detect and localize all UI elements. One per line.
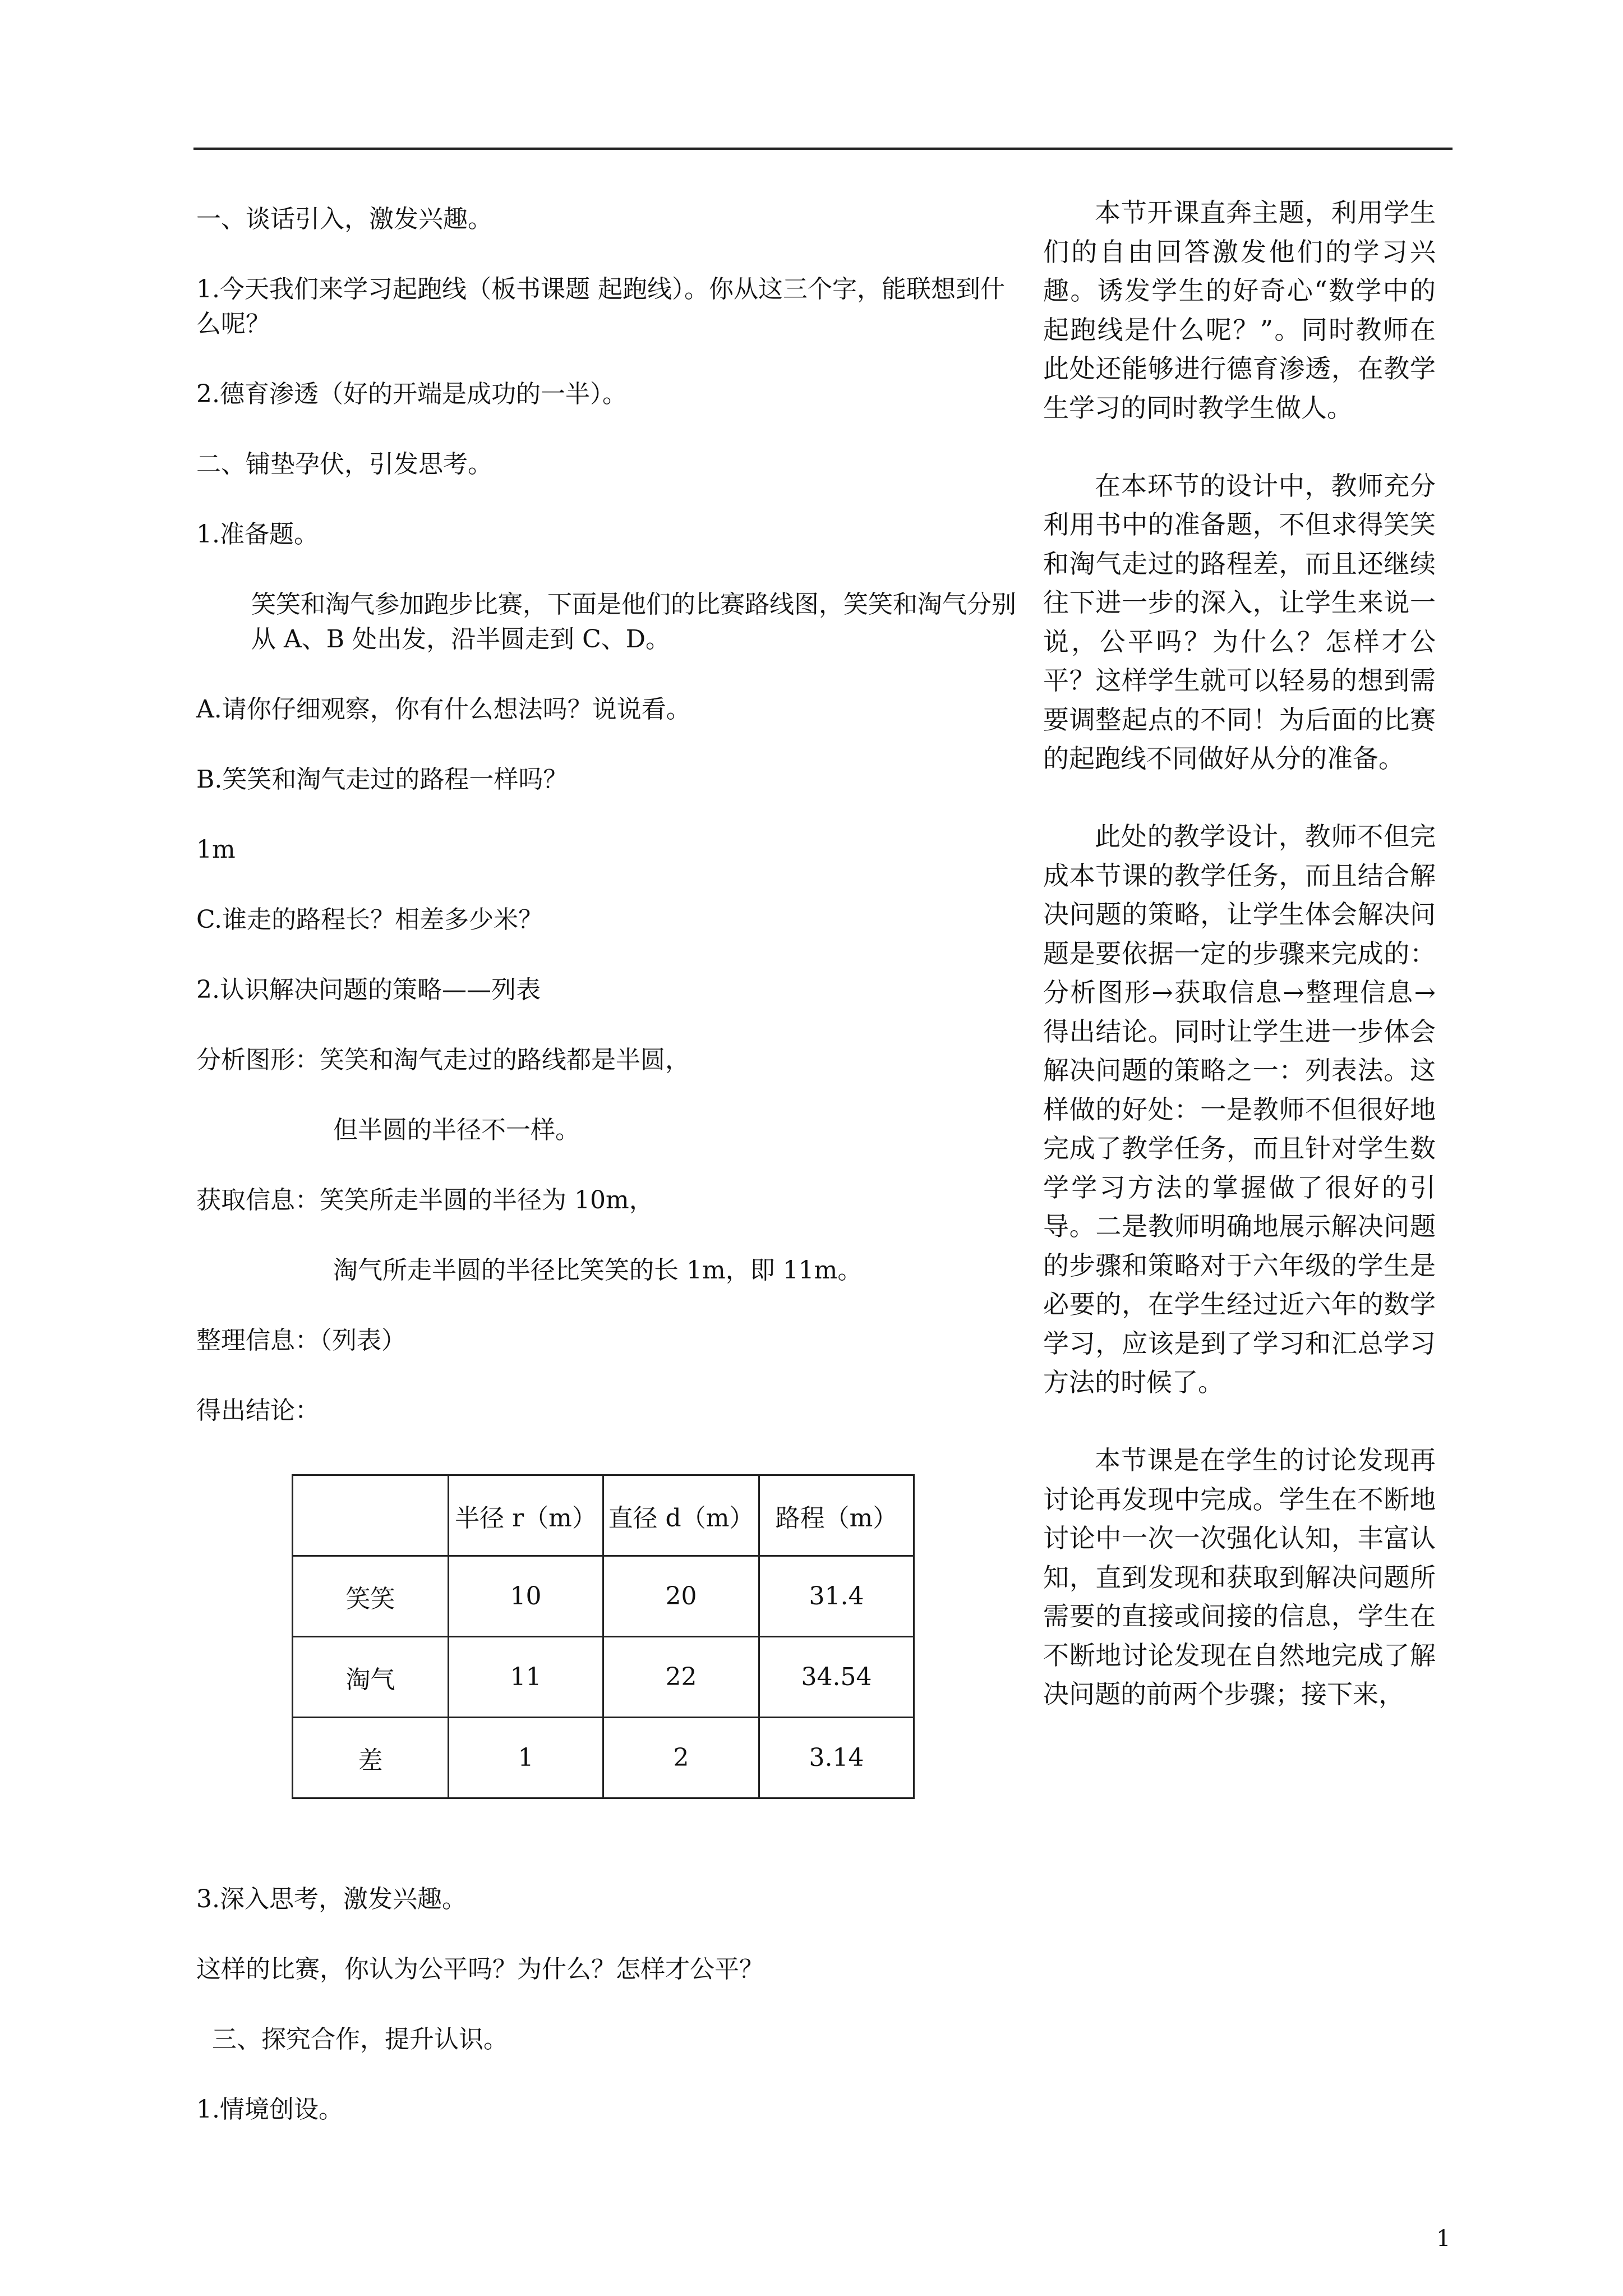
table-cell: 22 xyxy=(603,1637,759,1718)
table-row xyxy=(293,1718,914,1798)
section-heading-1: 一、谈话引入，激发兴趣。 xyxy=(196,205,492,233)
table-cell: 3.14 xyxy=(759,1718,914,1798)
header-rule xyxy=(193,148,1453,150)
page-number: 1 xyxy=(1436,2226,1451,2252)
table-header-row xyxy=(293,1475,914,1556)
main-paragraph: 1.今天我们来学习起跑线（板书课题 起跑线）。你从这三个字，能联想到什么呢？ xyxy=(196,275,1005,338)
results-table xyxy=(292,1474,915,1799)
main-paragraph: 1m xyxy=(196,835,236,864)
table-cell: 20 xyxy=(603,1556,759,1637)
main-paragraph: B.笑笑和淘气走过的路程一样吗？ xyxy=(196,765,568,794)
table-cell: 淘气 xyxy=(293,1637,449,1718)
table-cell: 1 xyxy=(449,1718,603,1798)
main-paragraph: 1.准备题。 xyxy=(196,520,319,549)
table-cell: 31.4 xyxy=(759,1556,914,1637)
table-header-cell: 路程（m） xyxy=(759,1475,914,1556)
main-paragraph: 得出结论： xyxy=(196,1396,320,1425)
table-cell: 10 xyxy=(449,1556,603,1637)
table-cell: 34.54 xyxy=(759,1637,914,1718)
table-header-cell: 半径 r（m） xyxy=(449,1475,603,1556)
main-paragraph: 3.深入思考，激发兴趣。 xyxy=(196,1885,467,1913)
table-cell: 2 xyxy=(603,1718,759,1798)
commentary-column xyxy=(1043,194,1436,1753)
section-heading-3: 三、探究合作，提升认识。 xyxy=(212,2025,508,2054)
main-paragraph: 2.德育渗透（好的开端是成功的一半）。 xyxy=(196,380,627,408)
main-paragraph: 淘气所走半圆的半径比笑笑的长 1m，即 11m。 xyxy=(333,1256,863,1285)
main-paragraph: 这样的比赛，你认为公平吗？为什么？怎样才公平？ xyxy=(196,1955,764,1984)
main-paragraph: 分析图形：笑笑和淘气走过的路线都是半圆， xyxy=(196,1046,690,1074)
commentary-paragraph: 本节开课直奔主题，利用学生们的自由回答激发他们的学习兴趣。诱发学生的好奇心“数学中的起跑线是什么呢？”。同时教师在此处还能够进行德育渗透，在教学生学习的同时教学生做人。 xyxy=(1043,197,1436,423)
table-cell: 11 xyxy=(449,1637,603,1718)
main-column-continued xyxy=(196,1882,1021,2162)
commentary-paragraph: 本节课是在学生的讨论发现再讨论再发现中完成。学生在不断地讨论中一次一次强化认知，丰富认知，直到发现和获取到解决问题所需要的直接或间接的信息，学生在不断地讨论发现在自然地完成了解决问题的前两个步骤；接下来， xyxy=(1043,1445,1436,1709)
main-paragraph: 但半圆的半径不一样。 xyxy=(333,1116,580,1144)
table-header-cell xyxy=(293,1475,449,1556)
main-paragraph: 笑笑和淘气参加跑步比赛，下面是他们的比赛路线图，笑笑和淘气分别从 A、B 处出发，沿半圆走到 C、D。 xyxy=(251,590,1016,654)
main-paragraph: C.谁走的路程长？相差多少米？ xyxy=(196,905,543,934)
table-cell: 笑笑 xyxy=(293,1556,449,1637)
table-row xyxy=(293,1637,914,1718)
table-row xyxy=(293,1556,914,1637)
main-column xyxy=(196,202,1021,1464)
main-paragraph: 整理信息：（列表） xyxy=(196,1326,406,1355)
main-paragraph: 2.认识解决问题的策略——列表 xyxy=(196,976,541,1004)
section-heading-2: 二、铺垫孕伏，引发思考。 xyxy=(196,450,492,478)
main-paragraph: 1.情境创设。 xyxy=(196,2095,343,2124)
commentary-paragraph: 在本环节的设计中，教师充分利用书中的准备题，不但求得笑笑和淘气走过的路程差，而且还继续往下进一步的深入，让学生来说一说，公平吗？为什么？怎样才公平？这样学生就可以轻易的想到需要调整起点的不同！为后面的比赛的起跑线不同做好从分的准备。 xyxy=(1043,470,1436,774)
main-paragraph: 获取信息：笑笑所走半圆的半径为 10m， xyxy=(196,1186,654,1214)
table-cell: 差 xyxy=(293,1718,449,1798)
main-paragraph: A.请你仔细观察，你有什么想法吗？说说看。 xyxy=(196,695,691,724)
commentary-paragraph: 此处的教学设计，教师不但完成本节课的教学任务，而且结合解决问题的策略，让学生体会解决问题是要依据一定的步骤来完成的：分析图形→获取信息→整理信息→得出结论。同时让学生进一步体会解决问题的策略之一：列表法。这样做的好处：一是教师不但很好地完成了教学任务，而且针对学生数学学习方法的掌握做了很好的引导。二是教师明确地展示解决问题的步骤和策略对于六年级的学生是必要的，在学生经过近六年的数学学习，应该是到了学习和汇总学习方法的时候了。 xyxy=(1043,821,1436,1397)
table-header-cell: 直径 d（m） xyxy=(603,1475,759,1556)
